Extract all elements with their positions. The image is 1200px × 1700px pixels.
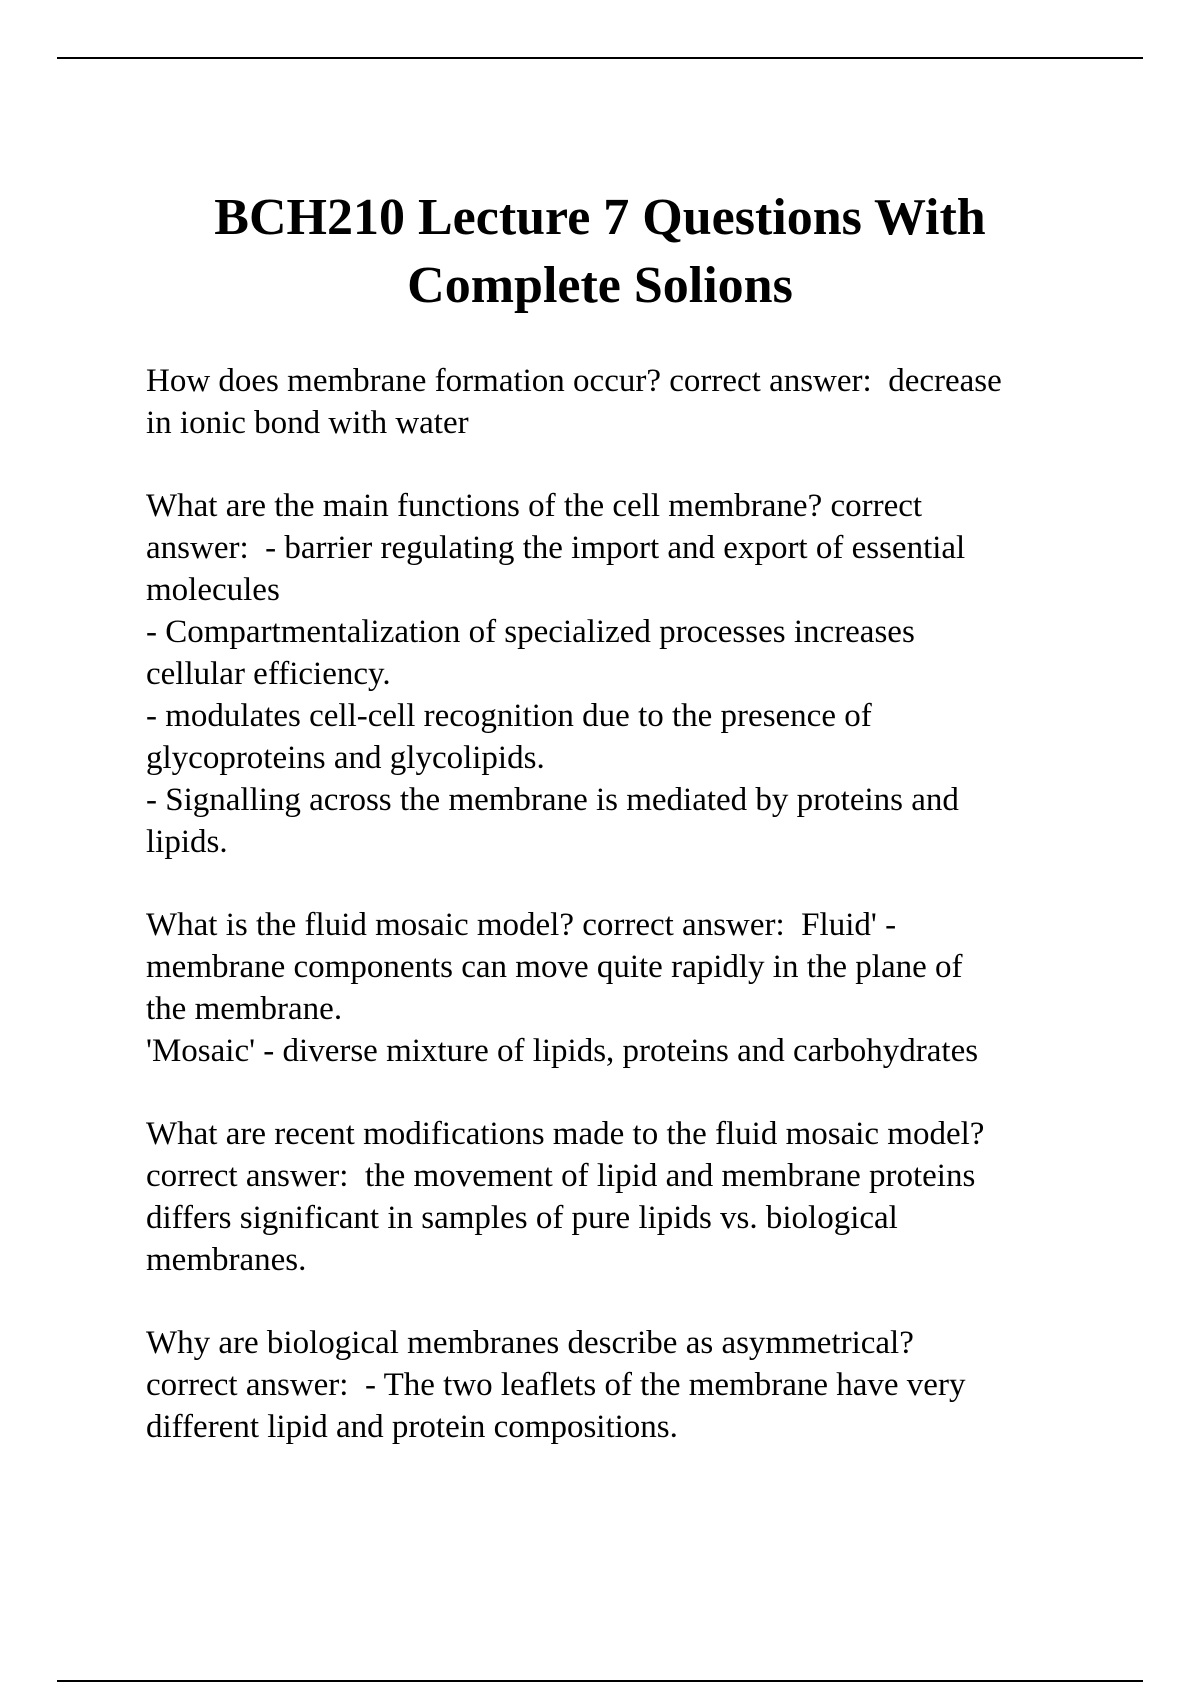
text-line: 'Mosaic' - diverse mixture of lipids, proteins and carbohydrates bbox=[146, 1033, 979, 1069]
text-line: membranes. bbox=[146, 1242, 307, 1278]
text-line: - modulates cell-cell recognition due to the presence of bbox=[146, 698, 872, 734]
text-line: glycoproteins and glycolipids. bbox=[146, 740, 545, 776]
qa-paragraph bbox=[146, 904, 1146, 1072]
text-line: correct answer: - The two leaflets of the membrane have very bbox=[146, 1367, 966, 1403]
text-line: lipids. bbox=[146, 824, 228, 860]
top-rule bbox=[57, 57, 1143, 59]
text-line: differs significant in samples of pure lipids vs. biological bbox=[146, 1200, 898, 1236]
text-line: the membrane. bbox=[146, 991, 343, 1027]
text-line: What are recent modifications made to the fluid mosaic model? bbox=[146, 1116, 985, 1152]
qa-item bbox=[146, 360, 1146, 444]
qa-paragraph bbox=[146, 1113, 1146, 1281]
text-line: different lipid and protein compositions. bbox=[146, 1409, 678, 1445]
qa-item bbox=[146, 904, 1146, 1072]
text-line: in ionic bond with water bbox=[146, 405, 469, 441]
bottom-rule bbox=[57, 1680, 1143, 1682]
title-line-1: BCH210 Lecture 7 Questions With bbox=[214, 189, 986, 246]
qa-item bbox=[146, 485, 1146, 863]
title-line-2: Complete Solions bbox=[407, 257, 793, 314]
text-line: answer: - barrier regulating the import and export of essential bbox=[146, 530, 966, 566]
qa-paragraph bbox=[146, 485, 1146, 863]
text-line: What are the main functions of the cell membrane? correct bbox=[146, 488, 923, 524]
qa-list bbox=[146, 360, 1146, 1489]
qa-paragraph bbox=[146, 1322, 1146, 1448]
text-line: - Signalling across the membrane is mediated by proteins and bbox=[146, 782, 959, 818]
text-line: molecules bbox=[146, 572, 280, 608]
text-line: What is the fluid mosaic model? correct answer: Fluid' - bbox=[146, 907, 897, 943]
text-line: membrane components can move quite rapidly in the plane of bbox=[146, 949, 963, 985]
document-title bbox=[100, 184, 1100, 320]
text-line: correct answer: the movement of lipid and membrane proteins bbox=[146, 1158, 976, 1194]
text-line: How does membrane formation occur? correct answer: decrease bbox=[146, 363, 1002, 399]
text-line: - Compartmentalization of specialized processes increases bbox=[146, 614, 915, 650]
text-line: Why are biological membranes describe as asymmetrical? bbox=[146, 1325, 914, 1361]
qa-item bbox=[146, 1322, 1146, 1448]
text-line: cellular efficiency. bbox=[146, 656, 391, 692]
qa-paragraph bbox=[146, 360, 1146, 444]
qa-item bbox=[146, 1113, 1146, 1281]
